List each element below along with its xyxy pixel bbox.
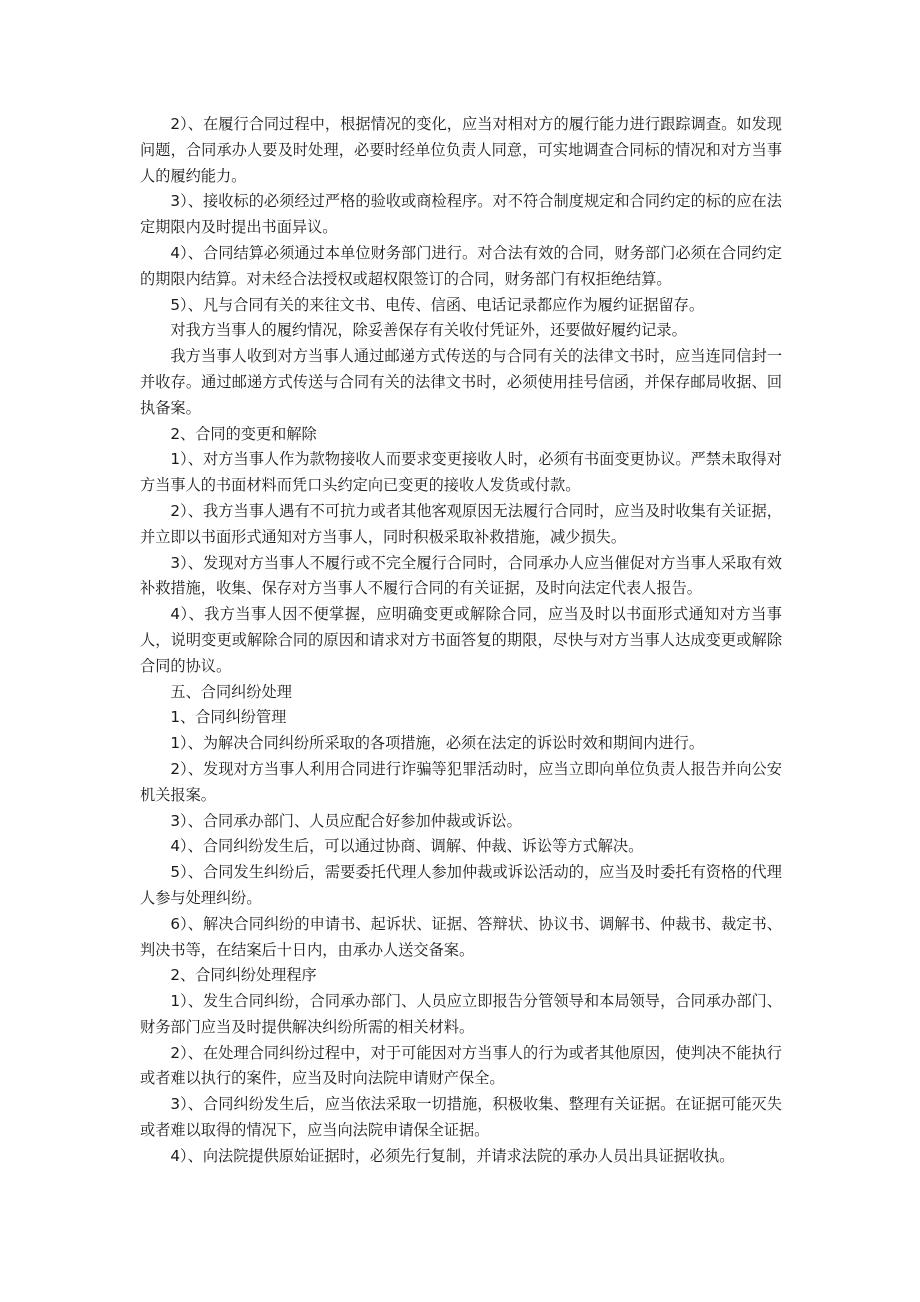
- paragraph-11: 4）、我方当事人因不便掌握，应明确变更或解除合同，应当及时以书面形式通知对方当事人，说明变更或解除合同的原因和请求对方书面答复的期限，尽快与对方当事人达成变更或解除合同的协议。: [140, 605, 782, 675]
- paragraph-6: 我方当事人收到对方当事人通过邮递方式传送的与合同有关的法律文书时，应当连同信封一并收存。通过邮递方式传送与合同有关的法律文书时，必须使用挂号信函，并保存邮局收据、回执备案。: [140, 347, 782, 417]
- section-heading-contract-change: 2、合同的变更和解除: [170, 424, 317, 443]
- paragraph-10: 3）、发现对方当事人不履行或不完全履行合同时，合同承办人应当催促对方当事人采取有效补救措施，收集、保存对方当事人不履行合同的有关证据，及时向法定代表人报告。: [140, 553, 782, 598]
- paragraph-14: 1）、为解决合同纠纷所采取的各项措施，必须在法定的诉讼时效和期间内进行。: [170, 734, 705, 753]
- paragraph-9: 2）、我方当事人遇有不可抗力或者其他客观原因无法履行合同时，应当及时收集有关证据，并立即以书面形式通知对方当事人，同时积极采取补救措施，减少损失。: [140, 501, 782, 546]
- document-body: [140, 112, 782, 1170]
- paragraph-16: 3）、合同承办部门、人员应配合好参加仲裁或诉讼。: [170, 811, 522, 830]
- paragraph-22: 2）、在处理合同纠纷过程中，对于可能因对方当事人的行为或者其他原因，使判决不能执行或者难以执行的案件，应当及时向法院申请财产保全。: [140, 1043, 782, 1088]
- paragraph-1: 2）、在履行合同过程中，根据情况的变化，应当对相对方的履行能力进行跟踪调查。如发现问题，合同承办人要及时处理，必要时经单位负责人同意，可实地调查合同标的情况和对方当事人的履约能力。: [140, 115, 782, 185]
- paragraph-5: 对我方当事人的履约情况，除妥善保存有关收付凭证外，还要做好履约记录。: [170, 321, 687, 340]
- paragraph-3: 4）、合同结算必须通过本单位财务部门进行。对合法有效的合同，财务部门必须在合同约定的期限内结算。对未经合法授权或超权限签订的合同，财务部门有权拒绝结算。: [140, 243, 782, 288]
- paragraph-24: 4）、向法院提供原始证据时，必须先行复制，并请求法院的承办人员出具证据收执。: [170, 1146, 735, 1165]
- paragraph-21: 1）、发生合同纠纷，合同承办部门、人员应立即报告分管领导和本局领导，合同承办部门、财务部门应当及时提供解决纠纷所需的相关材料。: [140, 992, 782, 1036]
- paragraph-18: 5）、合同发生纠纷后，需要委托代理人参加仲裁或诉讼活动的，应当及时委托有资格的代理人参与处理纠纷。: [140, 863, 782, 907]
- paragraph-2: 3）、接收标的必须经过严格的验收或商检程序。对不符合制度规定和合同约定的标的应在法定期限内及时提出书面异议。: [140, 192, 782, 237]
- paragraph-19: 6）、解决合同纠纷的申请书、起诉状、证据、答辩状、协议书、调解书、仲裁书、裁定书、判决书等，在结案后十日内，由承办人送交备案。: [140, 914, 782, 959]
- paragraph-15: 2）、发现对方当事人利用合同进行诈骗等犯罪活动时，应当立即向单位负责人报告并向公安机关报案。: [140, 759, 782, 804]
- paragraph-4: 5）、凡与合同有关的来往文书、电传、信函、电话记录都应作为履约证据留存。: [170, 295, 705, 314]
- chapter-heading-disputes: 五、合同纠纷处理: [170, 682, 292, 701]
- paragraph-8: 1）、对方当事人作为款物接收人而要求变更接收人时，必须有书面变更协议。严禁未取得对方当事人的书面材料而凭口头约定向已变更的接收人发货或付款。: [140, 450, 782, 495]
- section-heading-dispute-procedure: 2、合同纠纷处理程序: [170, 966, 317, 985]
- section-heading-dispute-management: 1、合同纠纷管理: [170, 708, 287, 727]
- paragraph-17: 4）、合同纠纷发生后，可以通过协商、调解、仲裁、诉讼等方式解决。: [170, 837, 644, 856]
- paragraph-23: 3）、合同纠纷发生后，应当依法采取一切措施，积极收集、整理有关证据。在证据可能灭失或者难以取得的情况下，应当向法院申请保全证据。: [140, 1095, 782, 1140]
